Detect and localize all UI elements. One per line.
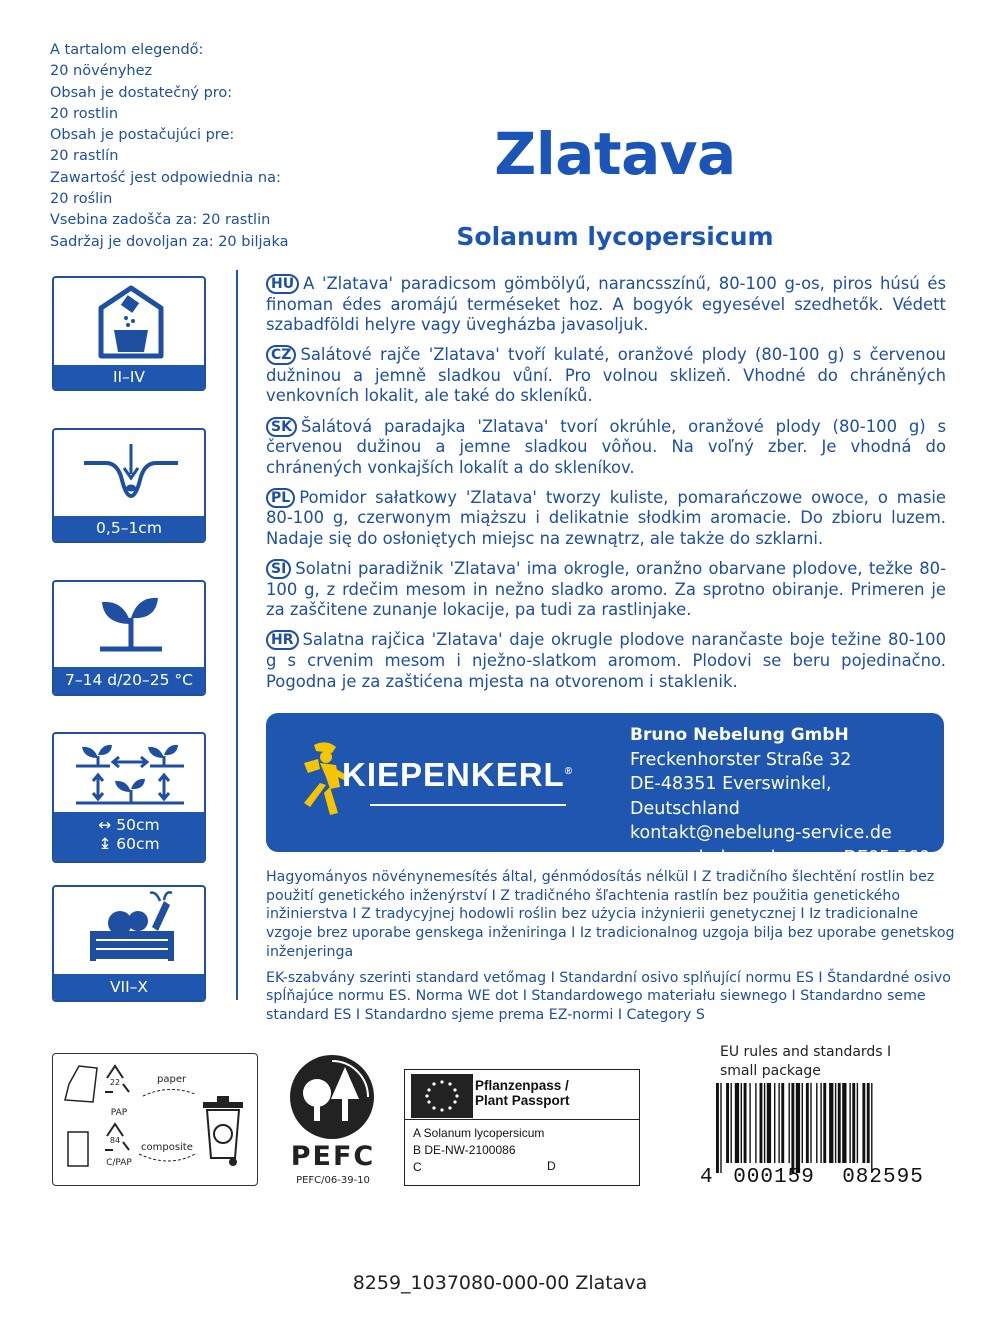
language-code: SK [266, 417, 297, 437]
content-line: Obsah je postačujúci pre: [50, 127, 235, 144]
company-info [630, 723, 930, 870]
barcode-bar [791, 1083, 794, 1173]
barcode-bar [816, 1083, 817, 1163]
language-code: PL [266, 488, 295, 508]
passport-c: C [413, 1160, 422, 1174]
barcode-bars [700, 1083, 940, 1175]
barcode-bar [849, 1083, 850, 1163]
content-line: Vsebina zadošča za: 20 rastlin [50, 212, 271, 229]
passport-b: B DE-NW-2100086 [413, 1143, 516, 1157]
harvest-crate-icon [54, 887, 206, 974]
description-cz [266, 345, 946, 407]
barcode-bar [838, 1083, 841, 1163]
pefc-code: PEFC/06-39-10 [296, 1175, 370, 1186]
barcode-bar [867, 1083, 870, 1163]
content-line: 20 rostlin [50, 105, 119, 122]
barcode-first-digit: 4 [700, 1166, 713, 1189]
pefc-logo [283, 1053, 383, 1188]
sowing-months-label: II–IV [54, 365, 204, 389]
seed-depth-icon [54, 430, 206, 516]
barcode-bar [774, 1083, 775, 1163]
barcode-bar [789, 1083, 790, 1163]
content-line: A tartalom elegendő: [50, 42, 204, 58]
company-email[interactable]: kontakt@nebelung-service.de [630, 823, 892, 843]
composite-abbr: C/PAP [106, 1158, 132, 1168]
language-code: HR [266, 630, 299, 650]
registered-mark: ® [564, 766, 574, 777]
footnotes [266, 868, 956, 1032]
recycling-box [52, 1053, 258, 1186]
paper-abbr: PAP [110, 1108, 128, 1118]
brand-name-text: KIEPENKERL [342, 756, 565, 793]
divider-line [236, 270, 238, 1000]
description-hr [266, 630, 946, 692]
plant-spacing-icon [54, 734, 206, 812]
eu-flag-icon [411, 1074, 473, 1118]
language-code: SI [266, 559, 291, 579]
composite-code: 84 [109, 1136, 121, 1145]
paper-code: 22 [109, 1078, 121, 1087]
description-text: Pomidor sałatkowy 'Zlatava' tworzy kuliste, pomarańczowe owoce, o masie 80-100 g, czerwonym miąższu i delikatnie słodkim aromacie. Do zbioru luzem. Nadaje się do osłoniętych miejsc na zewnątrz, ale także do szklarni. [266, 487, 946, 549]
barcode-bar [852, 1083, 855, 1163]
description-text: Salatna rajčica 'Zlatava' daje okrugle plodove narančaste boje težine 80-100 g s crvenim mesom i nježno-slatkom aromom. Plodovi se beru pojedinačno. Pogodna je za zaštićena mjesta na otvorenom i staklenik. [266, 630, 946, 691]
barcode-bar [744, 1083, 747, 1163]
barcode-area [700, 1043, 940, 1193]
barcode-bar [829, 1083, 833, 1163]
composite-label: composite [141, 1142, 193, 1153]
breeding-note: Hagyományos növénynemesítés által, génmódosítás nélkül I Z tradičního šlechtění rostlin bez použití genetického inženýrství I Z tradičného šľachtenia rastlín bez použitia genetického inžinierstva I Z tradycyjnej hodowli roślin bez użycia inżynierii genetycznej I Iz tradicionalne vzgoje brez uporabe genskega inženiringa I Iz tradicionalnog uzgoja bilja bez uporabe genetskog inženjeringa [266, 869, 955, 960]
row-spacing-text: ↔ 50cm [98, 816, 160, 834]
article-code: 8259_1037080-000-00 Zlatava [352, 1272, 648, 1294]
barcode-bar [871, 1083, 872, 1173]
greenhouse-icon [54, 278, 206, 365]
barcode-label-line1: EU rules and standards I [720, 1044, 892, 1060]
pefc-name: PEFC [290, 1141, 376, 1172]
company-city: DE-48351 Everswinkel, Deutschland [630, 774, 832, 819]
barcode-bar [781, 1083, 784, 1163]
description-text: Solatni paradižnik 'Zlatava' ima okrogle, oranžno obarvane plodove, težke 80-100 g, z rdečim mesom in nežno sladko aromo. Za sprotno obiranje. Primeren je za zaščitene zunanje lokacije, pa tudi za rastlinjake. [266, 559, 946, 620]
barcode-bar [716, 1083, 719, 1173]
brand-name [342, 756, 573, 794]
description-text: A 'Zlatava' paradicsom gömbölyű, narancsszínű, 80-100 g-os, piros húsú és finoman édes aromájú terméseket hoz. A bogyók egyesével szedhetők. Védett szabadföldi helyre vagy üvegházba javasoljuk. [266, 274, 946, 335]
passport-title [475, 1078, 570, 1108]
sowing-months-box [52, 276, 206, 391]
content-info [50, 40, 310, 253]
description-hu [266, 274, 946, 336]
barcode-bar [760, 1083, 763, 1163]
passport-fields [413, 1125, 544, 1176]
latin-name: Solanum lycopersicum [456, 222, 774, 251]
pefc-tree-icon [283, 1053, 383, 1153]
description-text: Salátové rajče 'Zlatava' tvoří kulaté, oranžové plody (80-100 g) s červenou dužninou a jemně sladkou vůní. Pro volnou sklizeň. Vhodné do chráněných venkovních lokalit, ale také do skleníků. [266, 345, 946, 406]
content-line: Sadržaj je dovoljan za: 20 biljaka [50, 233, 289, 250]
plant-passport [404, 1069, 640, 1186]
barcode-bar [842, 1083, 846, 1163]
company-street: Freckenhorster Straße 32 [630, 749, 852, 770]
seedling-icon [54, 582, 206, 667]
barcode-label-line2: small package [720, 1063, 821, 1079]
barcode-bar [823, 1083, 826, 1163]
content-line: 20 rastlín [50, 148, 119, 165]
company-web-row [630, 846, 930, 871]
barcode-bar [802, 1083, 803, 1163]
passport-a: A Solanum lycopersicum [413, 1126, 545, 1140]
content-line: Obsah je dostatečný pro: [50, 84, 233, 101]
barcode-left-digits: 000159 [733, 1166, 815, 1189]
barcode-bar [796, 1083, 800, 1173]
germination-label: 7–14 d/20–25 °C [54, 667, 204, 694]
brand-banner [266, 713, 944, 868]
language-code: CZ [266, 345, 296, 365]
barcode-bar [764, 1083, 765, 1163]
company-website[interactable]: www.nebelung.de [630, 847, 787, 868]
barcode-bar [735, 1083, 739, 1163]
barcode-bar [835, 1083, 836, 1163]
sowing-depth-box [52, 428, 206, 543]
barcode-bar [806, 1083, 809, 1163]
description-sk [266, 417, 946, 479]
harvest-months-label: VII–X [54, 974, 204, 1000]
barcode-bar [720, 1083, 721, 1173]
harvest-box [52, 885, 206, 1002]
description-si [266, 559, 946, 621]
paper-label: paper [157, 1074, 187, 1085]
content-line: 20 növényhez [50, 63, 153, 80]
barcode-bar [810, 1083, 811, 1163]
passport-d: D [547, 1159, 556, 1173]
spacing-label [54, 812, 204, 861]
barcode-bar [862, 1083, 865, 1163]
descriptions [266, 274, 946, 702]
sowing-depth-label: 0,5–1cm [54, 516, 204, 541]
product-title: Zlatava [494, 120, 736, 188]
description-pl [266, 488, 946, 550]
barcode-bar [778, 1083, 779, 1163]
barcode-bar [820, 1083, 821, 1163]
company-name: Bruno Nebelung GmbH [630, 725, 849, 745]
barcode-bar [741, 1083, 742, 1163]
barcode-bar [749, 1083, 750, 1163]
passport-title-line1: Pflanzenpass / [475, 1078, 569, 1093]
barcode-bar [767, 1083, 771, 1163]
content-line: Zawartość jest odpowiednia na: [50, 169, 281, 186]
barcode-bar [731, 1083, 732, 1163]
barcode-right-digits: 082595 [842, 1166, 924, 1189]
recycling-icon [53, 1054, 259, 1187]
company-code: DE05-560 [843, 847, 930, 868]
germination-box [52, 580, 206, 696]
description-text: Šalátová paradajka 'Zlatava' tvorí okrúhle, oranžové plody (80-100 g) s červenou dužinou a jemne sladkou vôňou. Na voľný zber. Je vhodná do chránených vonkajších lokalít a do skleníkov. [266, 416, 946, 477]
content-line: 20 roślin [50, 191, 113, 208]
plant-spacing-text: ↨ 60cm [98, 835, 160, 853]
barcode-bar [857, 1083, 858, 1163]
barcode-bar [726, 1083, 729, 1163]
barcode-bar [755, 1083, 756, 1163]
barcode-label [700, 1043, 940, 1081]
passport-title-line2: Plant Passport [475, 1093, 570, 1108]
standard-note: EK-szabvány szerinti standard vetőmag I Standardní osivo splňující normu ES I Štandardné osivo spĺňajúce normu ES. Norma WE dot I Standardowego materiału siewnego I Standardno seme standard ES I Standardno sjeme prema EZ-normi I Category S [266, 969, 951, 1023]
spacing-box [52, 732, 206, 863]
language-code: HU [266, 274, 299, 294]
